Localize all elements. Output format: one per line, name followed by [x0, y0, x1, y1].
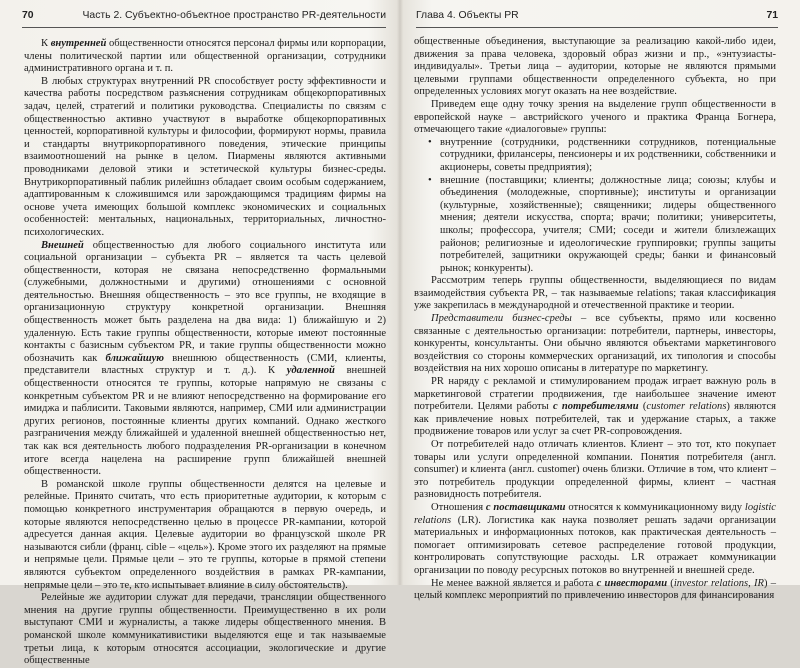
text-run: ) являются как привлечение новых потребителей, так и удержание старых, а также продвижение товаров или услуг за счет PR-сопровождения.	[414, 401, 777, 438]
paragraph	[24, 240, 386, 479]
paragraph	[24, 38, 386, 76]
list-item	[440, 175, 776, 276]
emphasis-term: с поставщиками	[485, 501, 566, 513]
italic-term: Представители бизнес-среды	[431, 313, 572, 325]
paragraph	[414, 502, 776, 578]
text-run: От потребителей надо отличать клиентов. Клиент – это тот, кто покупает товары или услуги определенной компании. Понятия потребителя (англ. consumer) и клиента (англ. customer) очень близки. Отличие в том, что клиент – это потребитель продукции определенной фирмы, клиент – частная разновидность потребителя.	[414, 439, 776, 501]
paragraph	[414, 313, 776, 376]
text-run: (	[667, 577, 674, 589]
paragraph	[414, 376, 776, 439]
paragraph	[24, 76, 386, 240]
text-run: Приведем еще одну точку зрения на выделение групп общественности в европейской науке – австрийского ученого и практика Франца Богнера, отмечающего такие «диалоговые» группы:	[414, 98, 776, 136]
paragraph	[414, 439, 776, 502]
italic-term: investor relations, IR	[673, 577, 764, 589]
text-run: общественные объединения, выступающие за реализацию какой-либо идеи, движения за права человека, здоровый образ жизни и пр., «энтузиасты-индивидуалы». Третьи лица – аудитории, которые не являются прямыми целевыми группами общественности определенного субъекта, но при определенных условиях могут оказать на нее воздействие.	[414, 36, 776, 98]
list-item	[440, 137, 776, 175]
text-run: относятся к коммуникационному виду	[565, 501, 745, 513]
paragraph	[24, 479, 386, 592]
text-run: Рассмотрим теперь группы общественности, выделяющиеся по видам взаимодействия субъекта PR, – так называемые relations; такая классификация уже закрепилась в международной и отечественной практике и теории.	[414, 275, 776, 312]
left-body-text	[24, 38, 386, 668]
left-running-head: Часть 2. Субъектно-объектное пространство PR-деятельности	[82, 10, 386, 21]
left-page	[0, 0, 400, 667]
paragraph	[24, 592, 386, 668]
bullet-list	[414, 137, 776, 276]
emphasis-term: Внешней	[41, 239, 84, 251]
text-run: В романской школе группы общественности делятся на целевые и релейные. Принято считать, что есть приоритетные аудитории, к которым с помощью конкретного инструментария обращаются в первую очередь, и которые являются непосредственно целью в процессе PR-кампании, которой адресуется данная акция. Целевые аудитории во французской школе PR называются сибли (франц. cible – «цель»). Кроме этого их разделяют на прямые и непрямые цели. Прямые цели – это те группы, которые в прямой степени являются субъектом определенного воздействия в рамках PR-кампании, непрямые цели – это те, кто испытывает влияние в силу обстоятельств).	[24, 478, 386, 591]
paragraph	[414, 578, 776, 603]
emphasis-term: ближайшую	[105, 352, 165, 364]
text-run: (LR). Логистика как наука позволяет решать задачи организации материальных и информационных потоков, как практическая деятельность – помогает оптимизировать сетевое распределение готовой продукции, контролировать сопутствующие расходы. LR отражает коммуникации организации по поводу ресурсных потоков во внутренней и внешней среде.	[414, 514, 776, 576]
paragraph	[414, 36, 776, 99]
text-run: К	[41, 38, 51, 49]
text-run: Не менее важной является и работа	[431, 577, 597, 589]
text-run: В любых структурах внутренний PR способствует росту эффективности и качества работы посредством разъяснения сотрудникам общекорпоративных задач, целей, стратегий и политики руководства. Специалисты по связям с общественностью активно участвуют в выработке общекорпоративных ценностей, корпоративной культуры и философии, формируют нормы, правила и стандарты внутрикорпоративного поведения, этические принципы взаимоотношений на рынке в целом. Пиармены являются активными проводниками деловой этики и эстетической культуры бизнес-среды. Внутрикорпоративный паблик рилейшнз обладает своим особым содержанием, адаптированным к сложившимся или зарождающимся традициям фирмы на основе учета имеющих большой комплекс экономических и социальных особенностей: ментальных, национальных, территориальных, личностно-психологических.	[24, 75, 386, 238]
text-run: внутренние (сотрудники, родственники сотрудников, потенциальные сотрудники, фрилансеры, пенсионеры и их родственники, собственники и акционеры, советы предприятия);	[440, 136, 776, 173]
text-run: общественности относятся персонал фирмы или корпорации, члены политической партии или общественной организации, сотрудники административного органа и т. п.	[24, 38, 387, 75]
left-running-header	[22, 8, 386, 26]
text-run: Релейные же аудитории служат для передачи, трансляции общественного мнения на другие группы общественности. Преимущественно в их роли выступают СМИ и журналисты, а также лидеры общественного мнения. В романской школе коммуникативистики выделяются еще и так называемые третьи лица, к которым относятся ассоциации, экологические и другие общественные	[24, 592, 386, 667]
right-running-head: Глава 4. Объекты PR	[416, 10, 519, 21]
paragraph	[414, 99, 776, 137]
left-page-number: 70	[22, 10, 34, 21]
right-body-text	[414, 36, 776, 603]
paragraph	[414, 275, 776, 313]
emphasis-term: внутренней	[50, 38, 107, 49]
italic-term: customer relations	[646, 401, 727, 413]
text-run: общественностью для любого социального института или социальной организации – субъекта PR – является та часть целевой общественности, которая не связана непосредственно формальными (служебными, должностными и другими) отношениями с основной деятельностью. Внешняя общественность – это все группы, не входящие в организационную структуру конкретной организации. Внешняя общественность может быть разделена на два вида: 1) ближайшую и 2) удаленную. Есть такие группы общественности, которые имеют постоянные контакты с базисным субъектом PR, и такие группы общественности можно обозначить как	[24, 239, 386, 364]
text-run: внешней общественности относятся те группы, которые напрямую не связаны с конкретным субъектом PR и не влияют непосредственно на формирование его имиджа и паблисити. Таковыми являются, например, СМИ или администрации других регионов, постоянные клиенты других компаний. Однако жесткого разграничения между ближайшей и удаленной внешней общественностью нет, так как вся деятельность любого подразделения PR-организации в конечном итоге всегда нацелена на расширение групп ближайшей внешней общественности.	[24, 365, 386, 478]
right-header-rule	[416, 27, 778, 28]
text-run: PR наряду с рекламой и стимулированием продаж играет важную роль в маркетинговой стратегии продвижения, где наибольшее значение имеют потребители. Целями работы	[414, 376, 776, 413]
right-page	[400, 0, 800, 602]
emphasis-term: с потребителями	[552, 401, 639, 413]
italic-term: logistic relations	[414, 501, 776, 526]
text-run: внешние (поставщики; клиенты; должностные лица; союзы; клубы и объединения (молодежные, спортивные); институты и организации (культурные, хозяйственные); священники; лидеры общественного мнения; деятели искусства, спорта; врачи; политики; университеты, школы; профессора, учителя; СМИ; соседи и жители близлежащих районов; религиозные и идеологические группировки; группы защиты потребителей, защитники окружающей среды; банки и финансовый рынок; конкуренты).	[440, 174, 776, 274]
text-run: Отношения	[431, 501, 486, 513]
emphasis-term: с инвесторами	[596, 577, 668, 589]
text-run: (	[638, 401, 647, 413]
text-run: – все субъекты, прямо или косвенно связанные с деятельностью организации: потребители, партнеры, инвесторы, конкуренты, консультанты. Они обычно являются объектами маркетингового воздействия со стороны коммерческих организаций, их типология и способы воздействия на них хорошо описаны в литературе по маркетингу.	[414, 313, 776, 375]
left-header-rule	[22, 27, 386, 28]
text-run: ) – целый комплекс мероприятий по привлечению инвесторов для финансирования	[414, 577, 776, 602]
right-page-number: 71	[766, 10, 778, 21]
text-run: внешнюю общественность (СМИ, клиенты, представители властных структур и т. д.). К	[24, 352, 386, 377]
emphasis-term: удаленной	[286, 365, 335, 377]
right-running-header	[416, 8, 778, 26]
